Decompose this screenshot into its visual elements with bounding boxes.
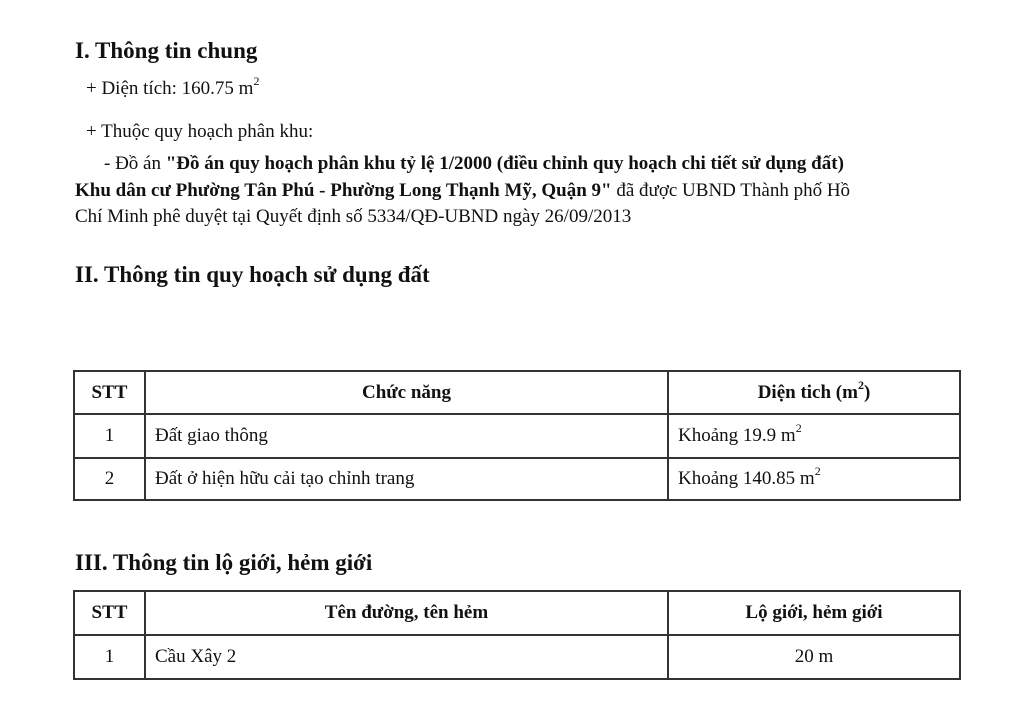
section3-title: III. Thông tin lộ giới, hẻm giới: [75, 550, 373, 575]
header-stt: STT: [74, 591, 145, 635]
cell-stt: 2: [74, 458, 145, 500]
area-line: [86, 74, 260, 100]
cell-area: Khoảng 19.9 $m^2$: [668, 414, 960, 458]
table-header-row: [74, 591, 960, 635]
area-sup: 2: [253, 74, 260, 88]
project-name-2: Khu dân cư Phường Tân Phú - Phường Long Thạnh Mỹ, Quận 9": [75, 180, 612, 201]
cell-stt: 1: [74, 414, 145, 458]
table-row: [74, 458, 960, 500]
header-area: Diện tich $(m^2)$: [668, 371, 960, 414]
project-line-2: [75, 180, 850, 202]
cell-function: Đất giao thông: [145, 414, 668, 458]
header-boundary: Lộ giới, hẻm giới: [668, 591, 960, 635]
header-road-name: Tên đường, tên hẻm: [145, 591, 668, 635]
zoning-label: + Thuộc quy hoạch phân khu:: [86, 121, 314, 142]
cell-boundary: 20 m: [668, 635, 960, 679]
section1-title: I. Thông tin chung: [75, 38, 258, 63]
project-prefix: - Đồ án: [104, 153, 166, 174]
area-label: + Diện tích: 160.75 m: [86, 78, 254, 99]
land-use-table: [73, 370, 961, 501]
header-stt: STT: [74, 371, 145, 414]
approval-line-3: Chí Minh phê duyệt tại Quyết định số 5334/QĐ-UBND ngày 26/09/2013: [75, 206, 632, 227]
cell-stt: 1: [74, 635, 145, 679]
cell-road-name: Cầu Xây 2: [145, 635, 668, 679]
project-name-1: "Đồ án quy hoạch phân khu tỷ lệ 1/2000 (điều chỉnh quy hoạch chi tiết sử dụng đất): [165, 153, 844, 174]
table-row: [74, 414, 960, 458]
approval-suffix: đã được UBND Thành phố Hồ: [611, 180, 851, 201]
table-row: [74, 635, 960, 679]
table-header-row: [74, 371, 960, 414]
road-boundary-table: [73, 590, 961, 680]
project-line-1: [104, 153, 844, 175]
section2-title: II. Thông tin quy hoạch sử dụng đất: [75, 262, 430, 287]
header-function: Chức năng: [145, 371, 668, 414]
cell-area: Khoảng 140.85 $m^2$: [668, 458, 960, 500]
cell-function: Đất ở hiện hữu cải tạo chỉnh trang: [145, 458, 668, 500]
